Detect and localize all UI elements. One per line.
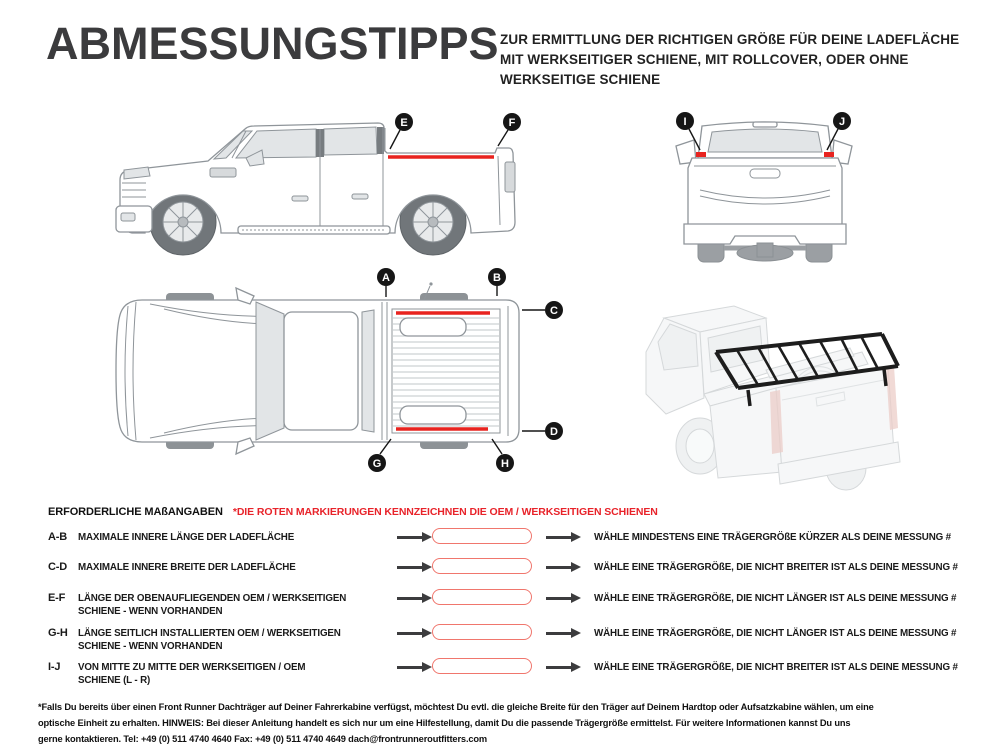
svg-text:B: B (493, 272, 501, 284)
truck-top-view (116, 268, 563, 472)
svg-text:E: E (400, 117, 408, 129)
rail-red-mark-left (696, 152, 706, 157)
subtitle-line: WERKSEITIGE SCHIENE (500, 72, 661, 87)
arrow-right-icon (546, 536, 572, 539)
page-title: ABMESSUNGSTIPPS (46, 18, 499, 69)
rear-bumper (684, 224, 846, 244)
measurement-row-ab (48, 531, 988, 561)
rear-window (708, 129, 822, 152)
roof-panel (284, 312, 358, 430)
cab-rear-window-top (362, 310, 374, 432)
marker-f (498, 113, 521, 146)
row-label: C-D (48, 561, 67, 573)
door-handle (352, 194, 368, 199)
measurement-row-gh (48, 627, 988, 661)
measurement-row-ij (48, 661, 988, 696)
arrow-right-icon (546, 566, 572, 569)
selection-hint: WÄHLE MINDESTENS EINE TRÄGERGRÖßE KÜRZER ALS DEINE MESSUNG # (594, 532, 951, 543)
tow-hitch (757, 243, 773, 257)
fog-light (121, 213, 135, 221)
marker-a (377, 268, 395, 297)
row-label: A-B (48, 531, 67, 543)
arrow-right-icon (546, 597, 572, 600)
arrow-right-icon (546, 632, 572, 635)
svg-text:D: D (550, 426, 558, 438)
row-label: E-F (48, 592, 66, 604)
measurement-description: LÄNGE DER OBENAUFLIEGENDEN OEM / WERKSEITIGEN SCHIENE - WENN VORHANDEN (78, 593, 347, 617)
arrow-right-icon (397, 536, 423, 539)
measurement-description: MAXIMALE INNERE LÄNGE DER LADEFLÄCHE (78, 532, 295, 543)
svg-text:I: I (683, 116, 687, 128)
svg-text:F: F (508, 117, 516, 129)
svg-text:A: A (382, 272, 390, 284)
svg-text:H: H (501, 458, 509, 470)
row-label: I-J (48, 661, 61, 673)
brake-light (753, 122, 777, 127)
marker-h (492, 439, 514, 472)
measurement-row-cd (48, 561, 988, 592)
ghost-truck (646, 306, 900, 490)
footer-note (38, 699, 874, 747)
windshield-top (256, 302, 284, 440)
measurement-value-input[interactable] (432, 528, 532, 544)
marker-c (522, 301, 563, 319)
truck-bed-rack-render (646, 306, 900, 490)
arrow-right-icon (546, 666, 572, 669)
measurement-value-input[interactable] (432, 558, 532, 574)
taillight (505, 162, 515, 192)
truck-side-view (116, 113, 521, 255)
selection-hint: WÄHLE EINE TRÄGERGRÖßE, DIE NICHT BREITER IST ALS DEINE MESSUNG # (594, 562, 958, 573)
measurement-value-input[interactable] (432, 658, 532, 674)
measurement-value-input[interactable] (432, 624, 532, 640)
fender-badge (210, 168, 236, 177)
arrow-right-icon (397, 566, 423, 569)
svg-text:C: C (550, 305, 558, 317)
marker-d (522, 422, 563, 440)
door-handle (292, 196, 308, 201)
red-markings-note: *DIE ROTEN MARKIERUNGEN KENNZEICHNEN DIE OEM / WERKSEITIGEN SCHIENEN (232, 506, 658, 518)
measurement-description: VON MITTE ZU MITTE DER WERKSEITIGEN / OEM SCHIENE (L - R) (78, 662, 306, 686)
row-label: G-H (48, 627, 68, 639)
arrow-right-icon (397, 597, 423, 600)
diagram-canvas (0, 95, 1000, 505)
measurement-row-ef (48, 592, 988, 627)
svg-text:J: J (838, 116, 846, 128)
wheel-hump-bottom (400, 406, 466, 424)
measurement-section (48, 506, 988, 696)
rail-red-mark-right (824, 152, 834, 157)
marker-e (390, 113, 413, 149)
footer-line: *Falls Du bereits über einen Front Runner Dachträger auf Deiner Fahrerkabine verfügst, möchtest Du evtl. die gleiche Breite für den Träger auf Deinem Hardtop oder Aufsatzkabine wählen, um eine (38, 702, 874, 712)
marker-b (488, 268, 506, 296)
measurement-value-input[interactable] (432, 589, 532, 605)
marker-g (368, 439, 391, 472)
arrow-right-icon (397, 666, 423, 669)
rear-door-window (324, 127, 377, 155)
measurement-description: LÄNGE SEITLICH INSTALLIERTEN OEM / WERKSEITIGEN SCHIENE - WENN VORHANDEN (78, 628, 341, 652)
measurement-description: MAXIMALE INNERE BREITE DER LADEFLÄCHE (78, 562, 296, 573)
selection-hint: WÄHLE EINE TRÄGERGRÖßE, DIE NICHT LÄNGER IST ALS DEINE MESSUNG # (594, 593, 957, 604)
wheel-hump-top (400, 318, 466, 336)
footer-line: optische Einheit zu erhalten. HINWEIS: Bei dieser Anleitung handelt es sich nur um eine Hilfestellung, damit Du die passende Trägergröße ermittelst. Für weitere Informationen kannst Du uns (38, 718, 851, 728)
selection-hint: WÄHLE EINE TRÄGERGRÖßE, DIE NICHT BREITER IST ALS DEINE MESSUNG # (594, 662, 958, 673)
truck-rear-view (676, 112, 852, 262)
page-subtitle (500, 30, 959, 90)
subtitle-line: MIT WERKSEITIGER SCHIENE, MIT ROLLCOVER, ODER OHNE (500, 52, 909, 67)
subtitle-line: ZUR ERMITTLUNG DER RICHTIGEN GRÖßE FÜR DEINE LADEFLÄCHE (500, 32, 960, 47)
measurements-heading: ERFORDERLICHE MAßANGABEN (48, 506, 223, 518)
svg-text:G: G (372, 458, 382, 470)
footer-line: gerne kontaktieren. Tel: +49 (0) 511 4740 4640 Fax: +49 (0) 511 4740 4649 dach@frontrunneroutfitters.com (38, 734, 488, 744)
selection-hint: WÄHLE EINE TRÄGERGRÖßE, DIE NICHT LÄNGER IST ALS DEINE MESSUNG # (594, 628, 957, 639)
arrow-right-icon (397, 632, 423, 635)
